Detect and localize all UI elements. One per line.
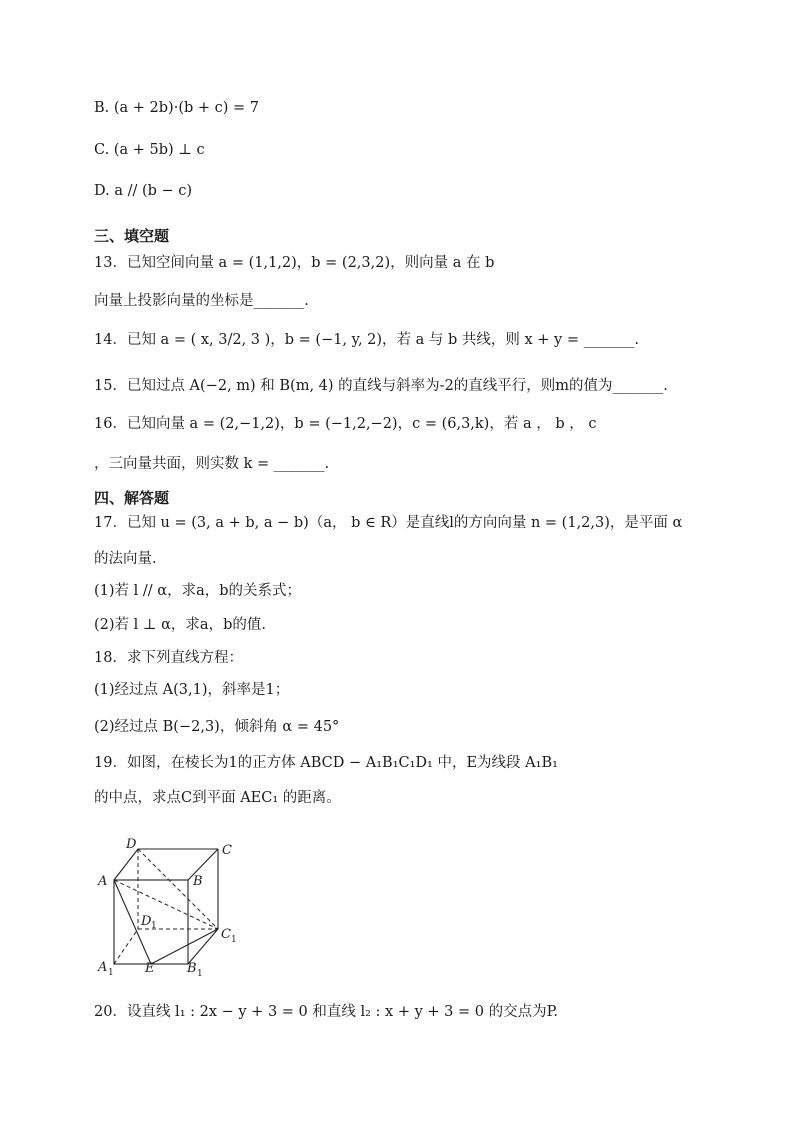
question-17-line2: 的法向量. xyxy=(94,551,157,567)
label-E: E xyxy=(145,961,155,976)
question-13-line1: 13．已知空间向量 a = (1,1,2)，b = (2,3,2)，则向量 a 在 b xyxy=(94,255,495,271)
question-13-line2: 向量上投影向量的坐标是_______. xyxy=(94,293,309,309)
cube-figure xyxy=(94,835,254,980)
question-17-part2: (2)若 l ⊥ α，求a，b的值. xyxy=(94,617,266,633)
question-16-line2: ，三向量共面，则实数 k = _______. xyxy=(94,456,330,472)
label-B: B xyxy=(193,874,203,889)
edge-A1-D1-hidden xyxy=(114,929,138,964)
label-B1-subscript: 1 xyxy=(197,969,203,979)
label-A: A xyxy=(98,874,108,889)
label-C1-subscript: 1 xyxy=(231,935,237,945)
label-C1: C xyxy=(221,927,231,942)
label-D1: D xyxy=(141,914,152,929)
section-answer-title: 四、解答题 xyxy=(94,489,170,507)
label-A1: A xyxy=(98,960,108,975)
line-E-C1 xyxy=(151,929,218,964)
question-18-line1: 18．求下列直线方程： xyxy=(94,650,243,666)
question-20: 20．设直线 l₁ : 2x − y + 3 = 0 和直线 l₂ : x + y + 3 = 0 的交点为P. xyxy=(94,1004,558,1020)
question-18-part2: (2)经过点 B(−2,3)，倾斜角 α = 45° xyxy=(94,719,340,735)
section-fill-blank-title: 三、填空题 xyxy=(94,227,170,245)
option-c: C. (a + 5b) ⊥ c xyxy=(94,142,205,158)
question-19-line1: 19．如图，在棱长为1的正方体 ABCD − A₁B₁C₁D₁ 中，E为线段 A₁B₁ xyxy=(94,755,558,771)
question-17-part1: (1)若 l // α，求a，b的关系式； xyxy=(94,583,301,599)
label-D1-subscript: 1 xyxy=(151,921,157,931)
label-D: D xyxy=(126,837,137,852)
question-14: 14．已知 a = ( x, 3/2, 3 )，b = (−1, y, 2)，若 a 与 b 共线，则 x + y = _______. xyxy=(94,332,639,348)
option-b: B. (a + 2b)·(b + c) = 7 xyxy=(94,100,259,116)
edge-A-D xyxy=(114,849,138,880)
label-C: C xyxy=(222,843,232,858)
option-d: D. a // (b − c) xyxy=(94,183,193,199)
edge-B1-C1 xyxy=(188,929,218,964)
question-17-line1: 17．已知 u = (3, a + b, a − b)（a， b ∈ R）是直线l的方向向量 n = (1,2,3)，是平面 α xyxy=(94,515,683,531)
question-19-line2: 的中点，求点C到平面 AEC₁ 的距离。 xyxy=(94,790,341,806)
question-18-part1: (1)经过点 A(3,1)，斜率是1； xyxy=(94,682,290,698)
question-16-line1: 16．已知向量 a = (2,−1,2)，b = (−1,2,−2)，c = (6,3,k)，若 a ， b ， c xyxy=(94,416,597,432)
label-B1: B xyxy=(187,961,197,976)
question-15: 15．已知过点 A(−2, m) 和 B(m, 4) 的直线与斜率为-2的直线平行，则m的值为_______. xyxy=(94,378,668,394)
label-A1-subscript: 1 xyxy=(108,968,114,978)
